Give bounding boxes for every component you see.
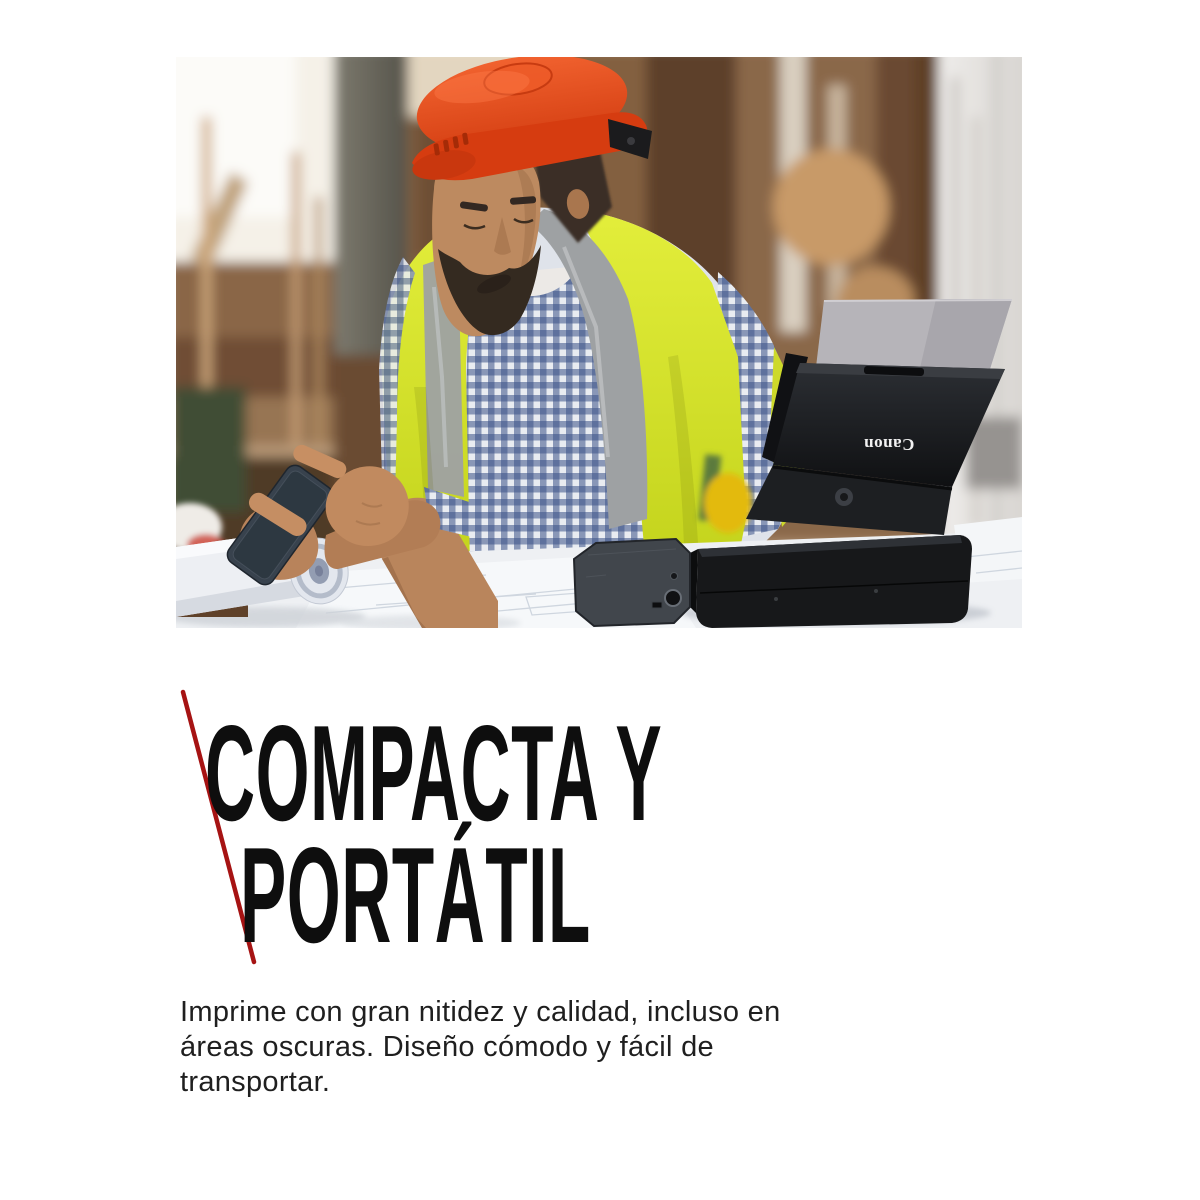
printer-paper-sheet — [816, 299, 1012, 369]
body-line-1: Imprime con gran nitidez y calidad, incluso en — [180, 996, 781, 1028]
printer-logo: Canon — [863, 435, 915, 454]
body-copy — [180, 995, 960, 1100]
headline-line-2: PORTÁTIL — [240, 818, 591, 971]
hero-photo-art — [176, 57, 1022, 628]
printer-side-face — [574, 539, 698, 626]
status-led — [671, 573, 678, 580]
headline-block — [0, 680, 760, 980]
body-line-2: áreas oscuras. Diseño cómodo y fácil de — [180, 1031, 714, 1063]
printer-base — [696, 535, 972, 628]
power-port — [665, 590, 681, 606]
headline-line-1: COMPACTA Y — [205, 696, 663, 849]
body-line-3: transportar. — [180, 1066, 331, 1098]
hero-photo — [176, 57, 1022, 628]
